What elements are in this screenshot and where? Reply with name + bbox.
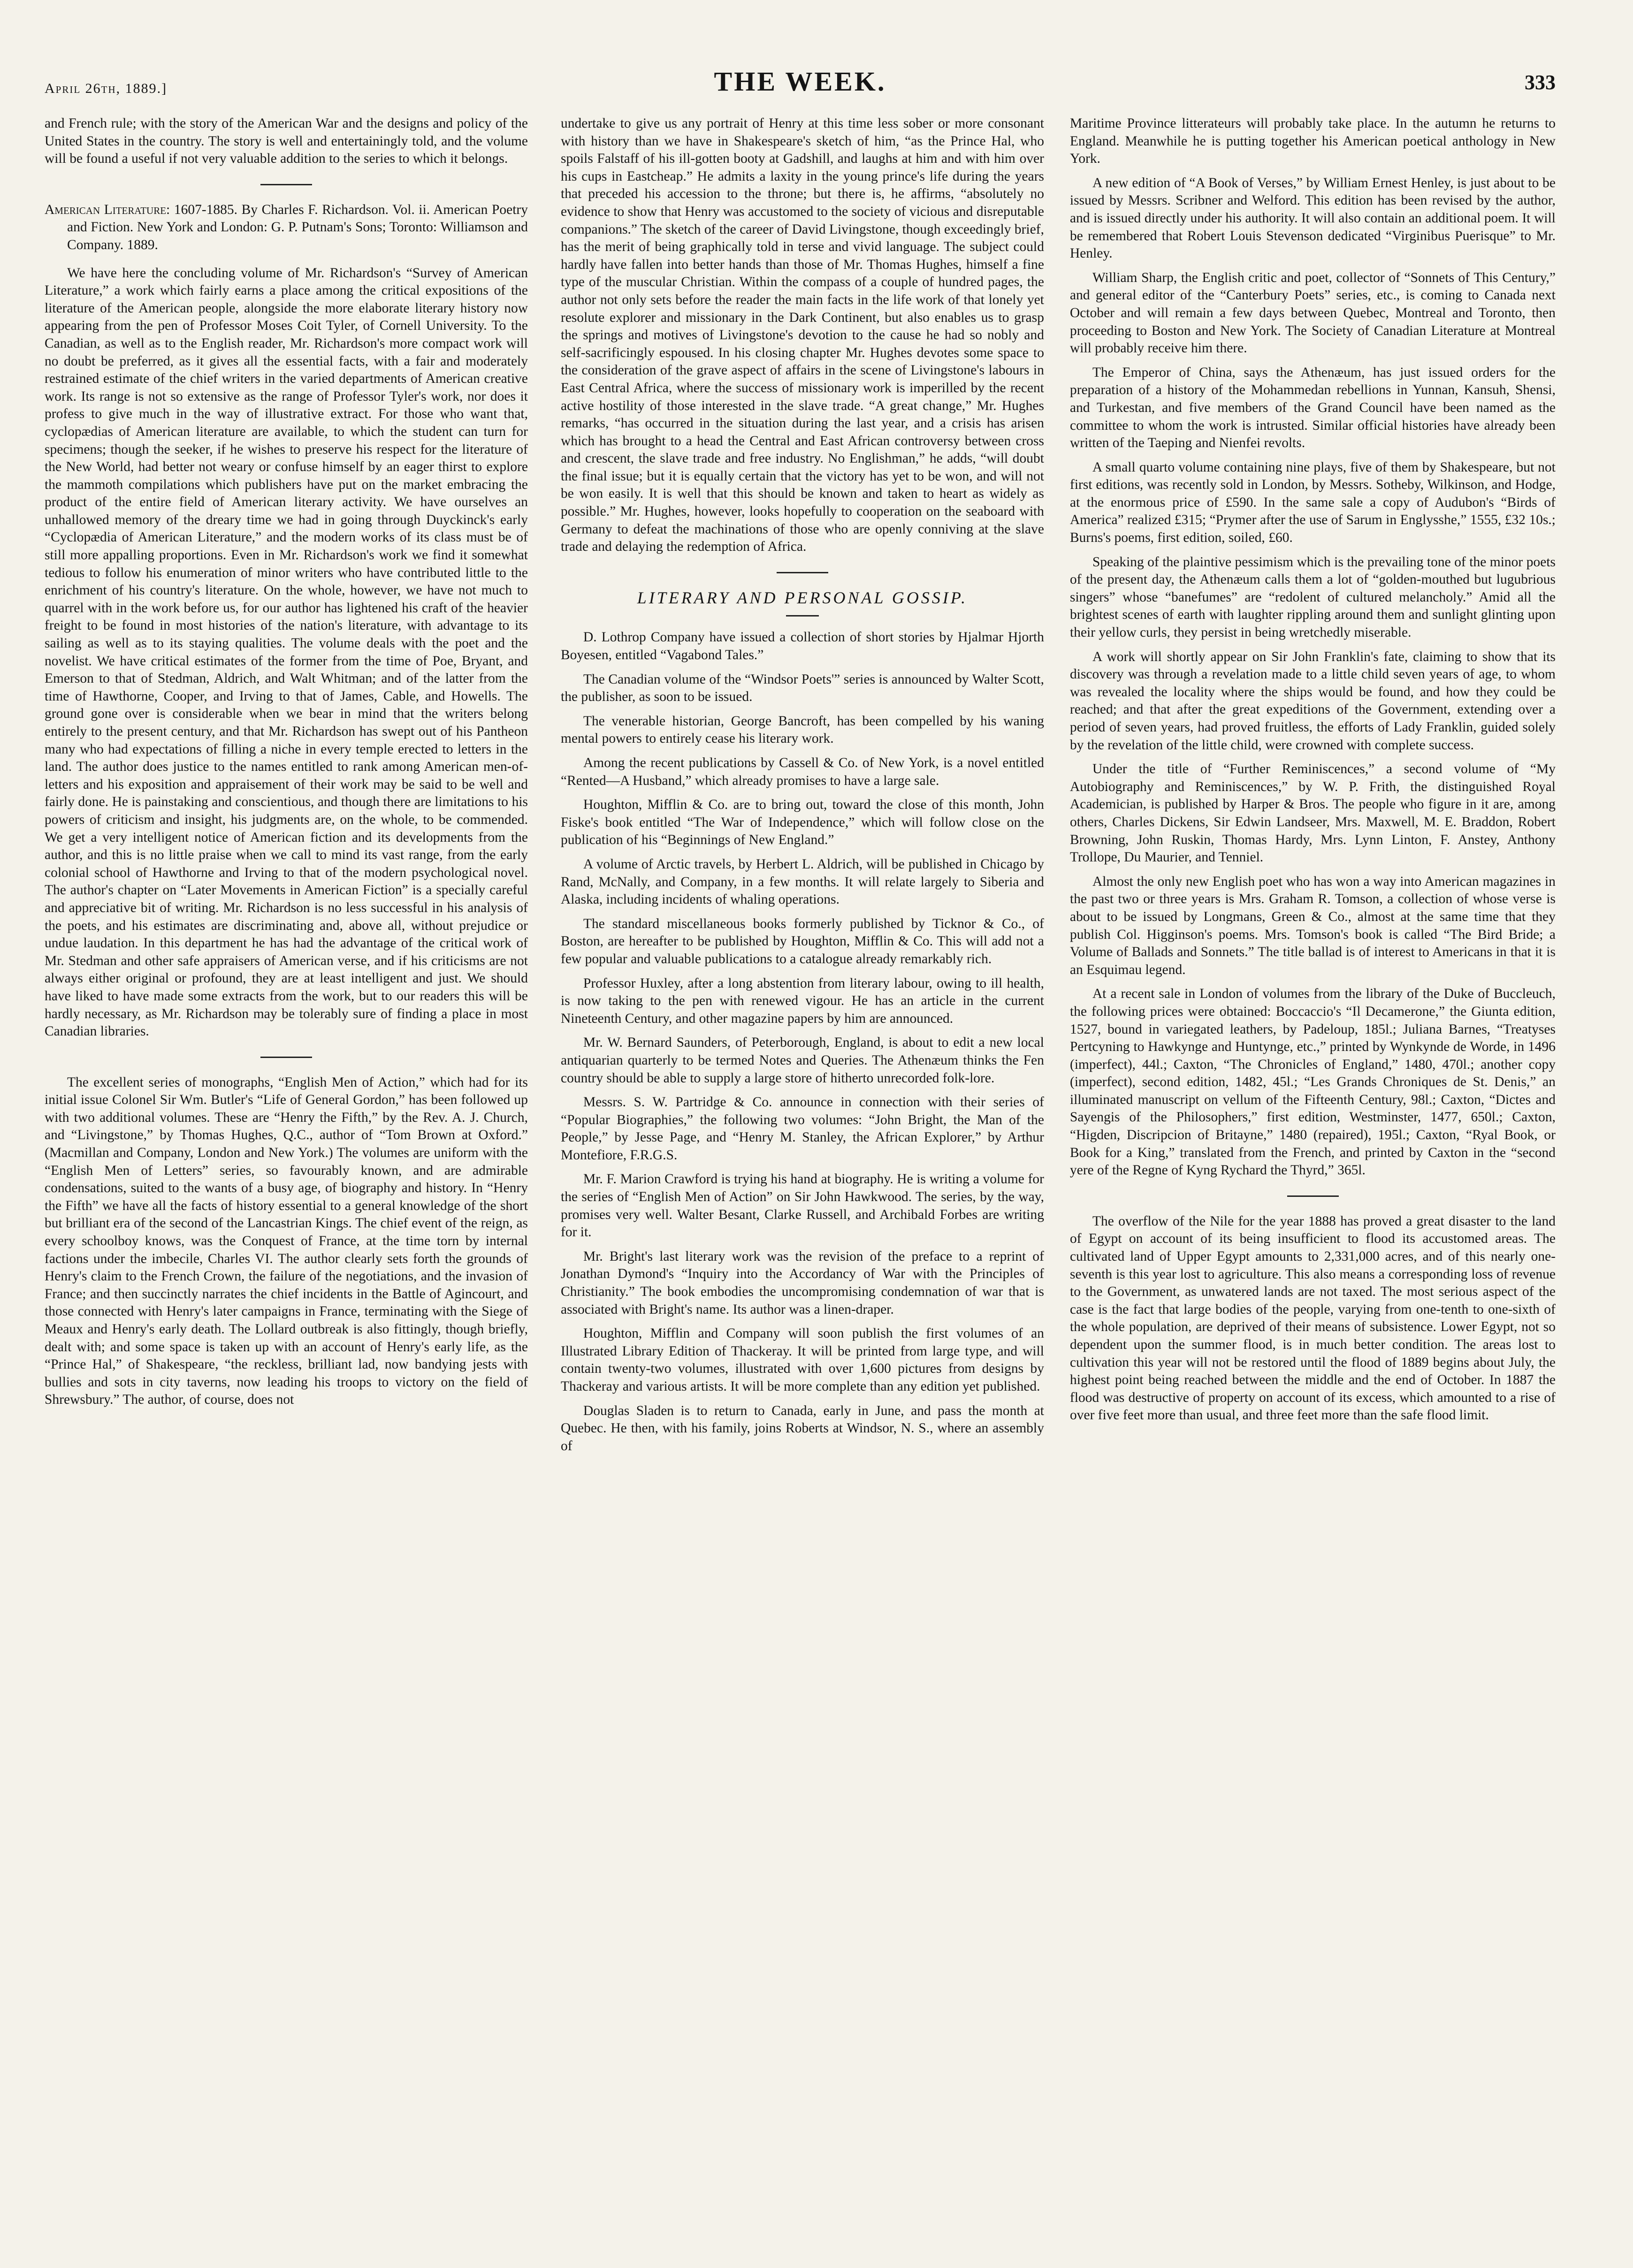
gossip-item: Almost the only new English poet who has won a way into American magazines in the past two or three years is Mrs. Graham R. Tomson, a collection of whose verse is about to be issued by Longmans, Green & Co., almost at the same time that they publish Col. Higginson's poems. Mrs. Tomson's book is called “The Bird Bride; a Volume of Ballads and Sonnets.” The title ballad is of interest to Americans in that it is an Esquimau legend. bbox=[1070, 874, 1556, 977]
gossip-item: Messrs. S. W. Partridge & Co. announce in connection with their series of “Popular Biographies,” the following two volumes: “John Bright, the Man of the People,” by Jesse Page, and “Henry M. Stanley, the African Explorer,” by Arthur Montefiore, F.R.G.S. bbox=[561, 1095, 1044, 1163]
divider bbox=[260, 184, 312, 185]
gossip-item: Mr. W. Bernard Saunders, of Peterborough, England, is about to edit a new local antiquarian quarterly to be termed Notes and Queries. The Athenæum thinks the Fen country should be able to supply a large store of hitherto unrecorded folk-lore. bbox=[561, 1035, 1044, 1086]
gossip-item: A work will shortly appear on Sir John Franklin's fate, claiming to show that its discovery was through a revelation made to a little child seven years of age, to whom was revealed the locality where the ships would be found, and how they could be reached; and that after the great expeditions of the Government, extending over a period of seven years, had proved fruitless, the efforts of Lady Franklin, guided solely by the revelation of the little child, were crowned with complete success. bbox=[1070, 649, 1556, 753]
column-3 bbox=[1070, 115, 1556, 1431]
citation-text: 1607-1885. By Charles F. Richardson. Vol. ii. American Poetry and Fiction. New York and London: G. P. Putnam's Sons; Toronto: Williamson and Company. 1889. bbox=[67, 202, 528, 252]
divider bbox=[786, 615, 819, 616]
gossip-item: At a recent sale in London of volumes from the library of the Duke of Buccleuch, the following prices were obtained: Boccaccio's “Il Decamerone,” the Giunta edition, 1527, bound in variegated leathers, by Padeloup, 185l.; Juliana Barnes, “Treatyses Pertcyning to Hawkynge and Huntynge, etc.,” printed by Wynkynde de Worde, in 1496 (imperfect), 44l.; Caxton, “The Chronicles of England,” 1480, 470l.; another copy (imperfect), second edition, 1482, 45l.; “Les Grands Chroniques de St. Denis,” an illuminated manuscript on vellum of the Fifteenth Century, 98l.; Caxton, “Dictes and Sayengis of the Philosophers,” first edition, Westminster, 1477, 650l.; Caxton, “Higden, Discripcion of Britayne,” 1480 (repaired), 195l.; Caxton, “Ryal Book, or Book for a King,” translated from the French, and printed by Caxton in the “second yere of the Regne of Kyng Rychard the Thyrd,” 365l. bbox=[1070, 986, 1556, 1178]
section-title: LITERARY AND PERSONAL GOSSIP. bbox=[637, 588, 968, 607]
gossip-item: Mr. F. Marion Crawford is trying his hand at biography. He is writing a volume for the series of “English Men of Action” on Sir John Hawkwood. The series, by the way, promises very well. Walter Besant, Clarke Russell, and Archibald Forbes are writing for it. bbox=[561, 1172, 1044, 1240]
gossip-item: Speaking of the plaintive pessimism which is the prevailing tone of the minor poets of the present day, the Athenæum calls them a lot of “golden-mouthed but lugubrious singers” whose “banefumes” are “redolent of cultured melancholy.” Amid all the brightest scenes of earth with laughter rippling around them and sunlight glinting upon their yellow curls, they persist in being wretchedly miserable. bbox=[1070, 554, 1556, 640]
gossip-item: Mr. Bright's last literary work was the revision of the preface to a reprint of Jonathan Dymond's “Inquiry into the Accordancy of War with the Principles of Christianity.” The book embodies the uncompromising condemnation of war that is associated with Bright's name. Its author was a linen-draper. bbox=[561, 1248, 1044, 1317]
divider bbox=[260, 1057, 312, 1058]
column-1 bbox=[45, 115, 528, 1416]
gossip-item: The venerable historian, George Bancroft, has been compelled by his waning mental powers to entirely cease his literary work. bbox=[561, 713, 1044, 746]
gossip-item: The Canadian volume of the “Windsor Poets'” series is announced by Walter Scott, the publisher, as soon to be issued. bbox=[561, 671, 1044, 705]
gossip-item: A volume of Arctic travels, by Herbert L. Aldrich, will be published in Chicago by Rand, McNally, and Company, in a few months. It will relate largely to Siberia and Alaska, including incidents of whaling operations. bbox=[561, 856, 1044, 907]
gossip-item: Among the recent publications by Cassell & Co. of New York, is a novel entitled “Rented—A Husband,” which already promises to have a large sale. bbox=[561, 755, 1044, 788]
page-header bbox=[45, 56, 1556, 113]
gossip-item: Douglas Sladen is to return to Canada, early in June, and pass the month at Quebec. He then, with his family, joins Roberts at Windsor, N. S., where an assembly of bbox=[561, 1403, 1044, 1454]
gossip-item: A small quarto volume containing nine plays, five of them by Shakespeare, but not first editions, was recently sold in London, by Messrs. Sotheby, Wilkinson, and Hodge, at the enormous price of £590. In the same sale a copy of Audubon's “Birds of America” realized £315; “Prymer after the use of Sarum in Englysshe,” 1555, £32 10s.; Burns's poems, first edition, soiled, £60. bbox=[1070, 459, 1556, 546]
gossip-item: The overflow of the Nile for the year 1888 has proved a great disaster to the land of Egypt on account of its being insufficient to flood its accustomed areas. The cultivated land of Upper Egypt amounts to 2,331,000 acres, and of this nearly one-seventh is this year lost to agriculture. This also means a corresponding loss of revenue to the Government, as unwatered lands are not taxed. The most serious aspect of the case is the fact that large bodies of the people, varying from one-tenth to one-sixth of the whole population, are deprived of their means of subsistence. Lower Egypt, not so dependent upon the summer flood, is in much better condition. The areas lost to cultivation this year will not be restored until the flood of 1889 begins about July, the highest point being reached between the middle and the end of October. In 1887 the flood was destructive of property on account of its excess, which amounted to a rise of over five feet more than usual, and three feet more than the safe flood limit. bbox=[1070, 1213, 1556, 1423]
gossip-item: Houghton, Mifflin and Company will soon publish the first volumes of an Illustrated Library Edition of Thackeray. It will be printed from large type, and will contain twenty-two volumes, illustrated with over 1,600 pictures from designs by Thackeray and various artists. It will be more complete than any edition yet published. bbox=[561, 1326, 1044, 1394]
paragraph: We have here the concluding volume of Mr. Richardson's “Survey of American Literature,” a work which fairly earns a place among the critical expositions of the literature of the American people, alongside the more elaborate literary history now appearing from the pen of Professor Moses Coit Tyler, of Cornell University. To the Canadian, as well as to the English reader, Mr. Richardson's more compact work will no doubt be preferred, as it gives all the essential facts, with a fair and moderately restrained estimate of the chief writers in the varied departments of American creative work. Its range is not so extensive as the range of Professor Tyler's work, nor does it profess to give much in the way of illustrative extract. For those who want that, cyclopædias of American literature are available, to which the student can turn for specimens; though the seeker, if he wishes to preserve his respect for the literature of the New World, had better not weary or confuse himself by an eager thirst to explore the mammoth compilations which publishers have put on the market embracing the product of the entire field of American literary activity. We have ourselves an unhallowed memory of the dreary time we had in going through Duyckinck's early “Cyclopædia of American Literature,” and the modern works of its class must be of still more appalling proportions. Even in Mr. Richardson's work we find it somewhat tedious to follow his enumeration of minor writers who have contributed little to the enrichment of his country's literature. On the whole, however, we have not much to quarrel with in the work before us, for our author has lightened his craft of the heavier freight to be found in most histories of the nation's literature, with advantage to its sailing as well as to its staying qualities. The volume deals with the poet and the novelist. We have critical estimates of the former from the time of Poe, Bryant, and Emerson to that of Stedman, Aldrich, and Walt Whitman; and of the latter from the time of Hawthorne, Cooper, and Irving to that of James, Cable, and Howells. The ground gone over is considerable when we bear in mind that the writers belong entirely to the present century, and that Mr. Richardson has swept out of his Pantheon many who had expectations of filling a niche in every temple erected to letters in the land. The author does justice to the names entitled to rank among American men-of-letters and his exposition and appraisement of their work may be said to be well and fairly done. He is painstaking and conscientious, and though there are limitations to his powers of criticism and insight, his judgments are, on the whole, to be commended. We get a very intelligent notice of American fiction and its developments from the author, and this is no little praise when we call to mind its vast range, from the early colonial school of Hawthorne and Irving to that of the modern psychological novel. The author's chapter on “Later Movements in American Fiction” is a specially careful and appreciative bit of writing. Mr. Richardson is no less successful in his analysis of the poets, and his estimates are discriminating and, above all, without prejudice or undue laudation. In this department he has had the advantage of the critical work of Mr. Stedman and other safe appraisers of American verse, and if his criticisms are not always either original or profound, they are at least intelligent and just. We should have liked to have made some extracts from the work, but to our readers this will be hardly necessary, as Mr. Richardson may be tolerably sure of finding a place in most Canadian libraries. bbox=[45, 265, 528, 1039]
citation-lead: American Literature: bbox=[45, 202, 170, 217]
issue-date: April 26th, 1889.] bbox=[45, 81, 168, 96]
paragraph: and French rule; with the story of the American War and the designs and policy of the United States in the country. The story is well and entertainingly told, and the volume will be found a useful if not very valuable addition to the series to which it belongs. bbox=[45, 116, 528, 167]
paragraph: undertake to give us any portrait of Henry at this time less sober or more consonant with history than we have in Shakespeare's sketch of him, “as the Prince Hal, who spoils Falstaff of his ill-gotten booty at Gadshill, and laughs at him and with him over his cups in Eastcheap.” He admits a laxity in the young prince's life during the years that preceded his accession to the throne; but there is, he affirms, “absolutely no evidence to show that Henry was accustomed to the society of vicious and disreputable companions.” The sketch of the career of David Livingstone, though exceedingly brief, has the merit of being graphically told in terse and vivid language. The subject could hardly have fallen into better hands than those of Mr. Thomas Hughes, himself a fine type of the muscular Christian. Within the compass of a couple of hundred pages, the author not only sets before the reader the main facts in the life work of that lonely yet resolute explorer and missionary in the Dark Continent, but also enables us to grasp the springs and motives of Livingstone's devotion to the cause he had so nobly and self-sacrificingly espoused. In his closing chapter Mr. Hughes devotes some space to the consideration of the grave aspect of affairs in the scene of Livingstone's labours in East Central Africa, where the success of missionary work is imperilled by the recent active hostility of those interested in the slave trade. “A great change,” Mr. Hughes remarks, “has occurred in the situation during the last year, and a crisis has arisen which has brought to a head the Central and East African controversy between cross and crescent, the slave trade and free industry. No Englishman,” he adds, “will doubt the final issue; but it is equally certain that the victory has yet to be won, and will not be won easily. It is well that this should be known and taken to heart as widely as possible.” Mr. Hughes, however, looks hopefully to cooperation on the seaboard with Germany to defeat the machinations of those who are openly conniving at the slave trade and delaying the redemption of Africa. bbox=[561, 116, 1044, 555]
gossip-item: The standard miscellaneous books formerly published by Ticknor & Co., of Boston, are hereafter to be published by Houghton, Mifflin & Co. This will add not a few popular and valuable publications to a catalogue already remarkably rich. bbox=[561, 916, 1044, 967]
gossip-item: Houghton, Mifflin & Co. are to bring out, toward the close of this month, John Fiske's book entitled “The War of Independence,” which will follow close on the publication of his “Beginnings of New England.” bbox=[561, 797, 1044, 848]
paragraph: The excellent series of monographs, “English Men of Action,” which had for its initial issue Colonel Sir Wm. Butler's “Life of General Gordon,” has been followed up with two additional volumes. These are “Henry the Fifth,” by the Rev. A. J. Church, and “Livingstone,” by Thomas Hughes, Q.C., author of “Tom Brown at Oxford.” (Macmillan and Company, London and New York.) The volumes are uniform with the “English Men of Letters” series, so favourably known, and are admirable condensations, suited to the wants of a busy age, of biography and history. In “Henry the Fifth” we have all the facts of history essential to a general knowledge of the short but brilliant era of the second of the Lancastrian Kings. The chief event of the reign, as every schoolboy knows, was the Conquest of France, at the time torn by internal factions under the imbecile, Charles VI. The author clearly sets forth the grounds of Henry's claim to the French Crown, the failure of the negotiations, and the invasion of France; and then succinctly narrates the chief incidents in the Battle of Agincourt, and those connected with Henry's later campaigns in France, terminating with the Siege of Meaux and Henry's early death. The Lollard outbreak is also fittingly, though briefly, dealt with; and some space is taken up with an account of Henry's early life, as the “Prince Hal,” of Shakespeare, “the reckless, brilliant lad, now bandying jests with bullies and sots in city taverns, now leading his troops to victory on the field of Shrewsbury.” The author, of course, does not bbox=[45, 1074, 528, 1408]
gossip-item: A new edition of “A Book of Verses,” by William Ernest Henley, is just about to be issued by Messrs. Scribner and Welford. This edition has been revised by the author, and is issued directly under his authority. It will also contain an additional poem. It will be remembered that Robert Louis Stevenson dedicated “Virginibus Puerisque” to Mr. Henley. bbox=[1070, 175, 1556, 261]
gossip-item: D. Lothrop Company have issued a collection of short stories by Hjalmar Hjorth Boyesen, entitled “Vagabond Tales.” bbox=[561, 630, 1044, 663]
page-number: 333 bbox=[1525, 71, 1556, 94]
gossip-item: Under the title of “Further Reminiscences,” a second volume of “My Autobiography and Reminiscences,” by W. P. Frith, the distinguished Royal Academician, is published by Harper & Bros. The people who figure in it are, among others, Charles Dickens, Sir Edwin Landseer, Mrs. Maxwell, M. E. Braddon, Robert Browning, John Ruskin, Thomas Hardy, Mrs. Lynn Linton, F. Anstey, Anthony Trollope, Du Maurier, and Tenniel. bbox=[1070, 761, 1556, 865]
gossip-item: William Sharp, the English critic and poet, collector of “Sonnets of This Century,” and general editor of the “Canterbury Poets” series, etc., is coming to Canada next October and will remain a few days between Quebec, Montreal and Toronto, then proceeding to Boston and New York. The Society of Canadian Literature at Montreal will probably receive him there. bbox=[1070, 270, 1556, 356]
divider bbox=[777, 572, 828, 573]
masthead-title: THE WEEK. bbox=[714, 66, 886, 97]
gossip-item: Maritime Province litterateurs will probably take place. In the autumn he returns to England. Meanwhile he is putting together his American poetical anthology in New York. bbox=[1070, 116, 1556, 167]
gossip-item: The Emperor of China, says the Athenæum, has just issued orders for the preparation of a history of the Mohammedan rebellions in Yunnan, Kansuh, Shensi, and Turkestan, and five members of the Grand Council have been named as the committee to whom the work is intrusted. Similar official histories have already been written of the Taeping and Nienfei revolts. bbox=[1070, 365, 1556, 451]
book-citation bbox=[45, 201, 528, 254]
gossip-item: Professor Huxley, after a long abstention from literary labour, owing to ill health, is now taking to the pen with renewed vigour. He has an article in the current Nineteenth Century, and other magazine papers by him are announced. bbox=[561, 975, 1044, 1026]
divider bbox=[1287, 1195, 1339, 1197]
column-2 bbox=[561, 115, 1044, 1461]
